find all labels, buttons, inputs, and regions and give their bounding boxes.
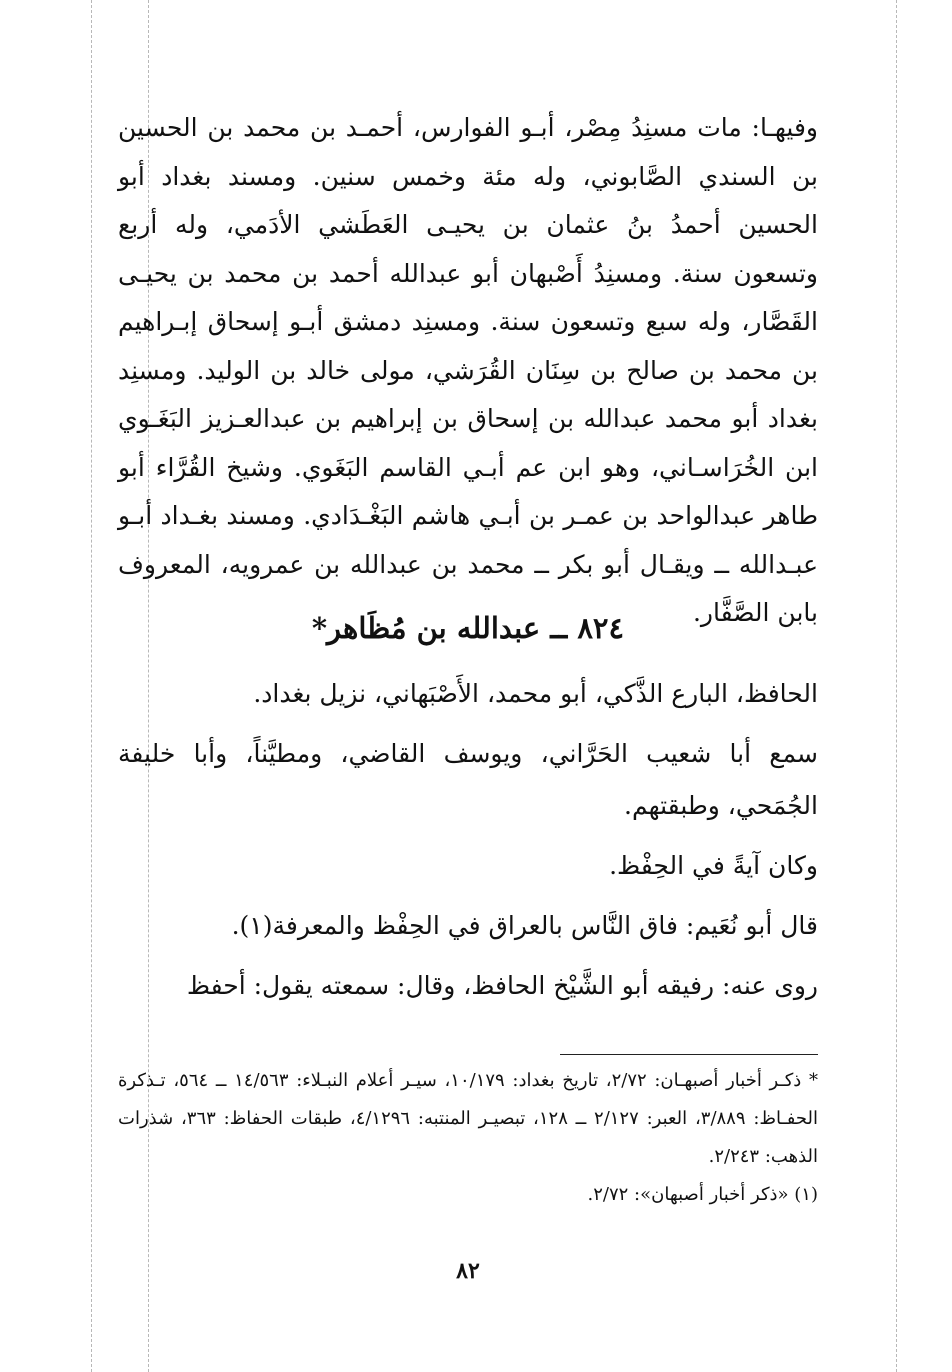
bio-paragraph: الحافظ، البارع الذَّكي، أبو محمد، الأَصْبَهاني، نزيل بغداد. (253, 679, 818, 708)
scan-guide-line-left (91, 0, 92, 1372)
footnote-divider (560, 1054, 818, 1055)
footnote-sources: * ذكـر أخبار أصبهـان: ٢/٧٢، تاريخ بغداد: ١٠/١٧٩، سيـر أعلام النبـلاء: ١٤/٥٦٣ ــ ٥٦٤، تـذكرة الحفـاظ: ٣/٨٨٩، العبر: ٢/١٢٧ ــ ١٢٨، تبصيـر المنتبه: ٤/١٢٩٦، طبقات الحفاظ: ٣٦٣، شذرات الذهب: ٢/٢٤٣. (118, 1070, 819, 1167)
obituaries-section (118, 104, 818, 638)
bio-paragraph: روى عنه: رفيقه أبو الشَّيْخ الحافظ، وقال: سمعته يقول: أحفظ (186, 971, 818, 1000)
page-number: ٨٢ (456, 1258, 480, 1284)
document-page (118, 0, 818, 1372)
entry-heading: ٨٢٤ ــ عبدالله بن مُظَاهر* (311, 611, 625, 645)
biography-section (118, 668, 818, 1020)
obituaries-paragraph: وفيهـا: مات مسنِدُ مِصْر، أبـو الفوارس، أحمـد بن محمد بن الحسين بن السندي الصَّابوني، وله مئة وخمس سنين. ومسند بغداد أبو الحسين أحمدُ بنُ عثمان بن يحيـى العَطَشي الأدَمي، وله أربع وتسعون سنة. ومسنِدُ أَصْبهان أبو عبدالله أحمد بن محمد بن يحيـى القَصَّار، وله سبع وتسعون سنة. ومسنِد دمشق أبـو إسحاق إبـراهيم بن محمد بن صالح بن سِنَان القُرَشي، مولى خالد بن الوليد. ومسنِد بغداد أبو محمد عبدالله بن إسحاق بن إبراهيم بن عبدالعـزيز البَغَـوي ابن الخُرَاسـاني، وهو ابن عم أبـي القاسم البَغَوي. وشيخ القُرَّاء أبو طاهر عبدالواحد بن عمـر بن أبـي هاشم البَغْـدَادي. ومسند بغـداد أبـو عبـدالله ــ ويقـال أبو بكر ــ محمد بن عبدالله بن عمرويه، المعروف بابن الصَّفَّار. (118, 113, 818, 627)
bio-paragraph: سمع أبا شعيب الحَرَّاني، ويوسف القاضي، ومطيَّناً، وأبا خليفة الجُمَحي، وطبقتهم. (118, 739, 818, 820)
bio-paragraph: قال أبو نُعَيم: فاق النَّاس بالعراق في الحِفْظ والمعرفة(١). (231, 911, 818, 940)
scan-guide-line-right (896, 0, 897, 1372)
bio-paragraph: وكان آيةً في الحِفْظ. (609, 851, 818, 880)
footnotes-section (118, 1062, 818, 1214)
footnote-1: (١) «ذكر أخبار أصبهان»: ٢/٧٢. (587, 1184, 818, 1205)
